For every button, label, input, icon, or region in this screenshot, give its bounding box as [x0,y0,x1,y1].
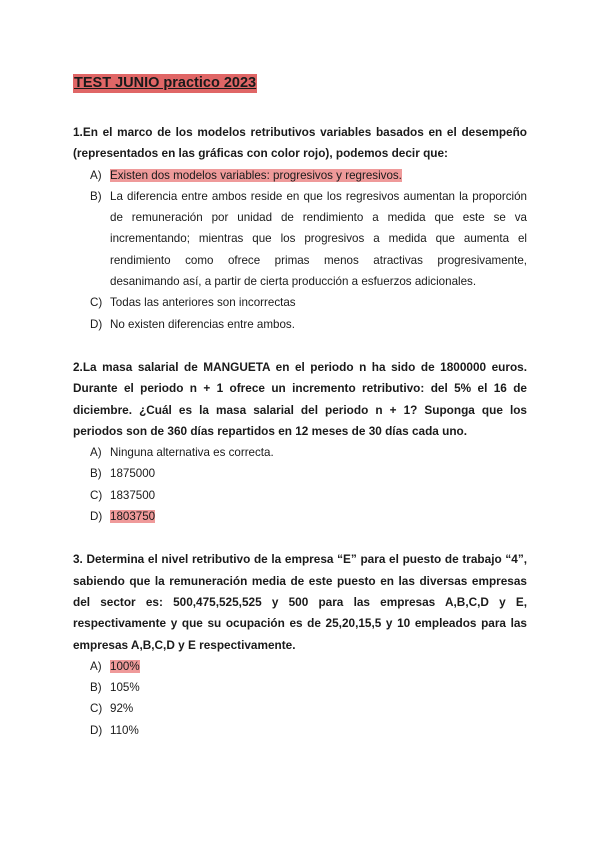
option-a [73,656,527,677]
option-text: Todas las anteriores son incorrectas [110,296,296,310]
option-text: 92% [110,702,134,716]
option-label: C) [90,296,103,310]
option-b [73,186,527,292]
option-label: B) [90,467,102,481]
option-text: 105% [110,681,140,695]
question-1 [73,122,527,335]
question-stem: 1.En el marco de los modelos retributivos variables basados en el desempeño (representados en las gráficas con color rojo), podemos decir que: [73,125,527,161]
option-c [73,485,527,506]
option-text-highlighted: 100% [110,659,140,673]
option-d [73,506,527,527]
option-label: A) [90,659,102,673]
option-text: No existen diferencias entre ambos. [110,317,295,331]
question-3 [73,549,527,741]
option-text: Ninguna alternativa es correcta. [110,446,274,460]
option-c [73,292,527,313]
options-list [73,656,527,741]
option-b [73,463,527,484]
option-label: B) [90,681,102,695]
option-text: 110% [110,723,139,737]
option-label: C) [90,702,103,716]
option-text: La diferencia entre ambos reside en que los regresivos aumentan la proporción de remuneración por unidad de rendimiento a medida que este se va incrementando; mientras que los progresivos a medida que aumenta el rendimiento como ofrece primas menos atractivas progresivamente, desanimando así, a partir de cierta producción a esfuerzos adicionales. [110,189,527,289]
question-stem: 3. Determina el nivel retributivo de la empresa “E” para el puesto de trabajo “4”, sabiendo que la remuneración media de este puesto en las diversas empresas del sector es: 500,475,525,525 y 500 para las empresas A,B,C,D y E, respectivamente y que su ocupación es de 25,20,15,5 y 10 empleados para las empresas A,B,C,D y E respectivamente. [73,552,527,652]
option-a [73,165,527,186]
option-a [73,442,527,463]
option-b [73,677,527,698]
option-label: A) [90,168,102,182]
option-label: D) [90,317,103,331]
option-text: 1837500 [110,488,156,502]
option-c [73,698,527,719]
options-list [73,165,527,335]
document-title: TEST JUNIO practico 2023 [74,75,257,91]
option-label: C) [90,488,103,502]
option-text-highlighted: 1803750 [110,510,156,524]
options-list [73,442,527,527]
option-text: 1875000 [110,467,156,481]
question-2 [73,357,527,527]
option-text-highlighted: Existen dos modelos variables: progresivos y regresivos. [110,168,402,182]
question-stem: 2.La masa salarial de MANGUETA en el periodo n ha sido de 1800000 euros. Durante el periodo n + 1 ofrece un incremento retributivo: del 5% el 16 de diciembre. ¿Cuál es la masa salarial del periodo n + 1? Suponga que los periodos son de 360 días repartidos en 12 meses de 30 días cada uno. [73,359,527,438]
option-label: A) [90,446,102,460]
option-label: B) [90,189,102,203]
option-label: D) [90,510,103,524]
option-label: D) [90,723,103,737]
option-d [73,720,527,741]
option-d [73,314,527,335]
